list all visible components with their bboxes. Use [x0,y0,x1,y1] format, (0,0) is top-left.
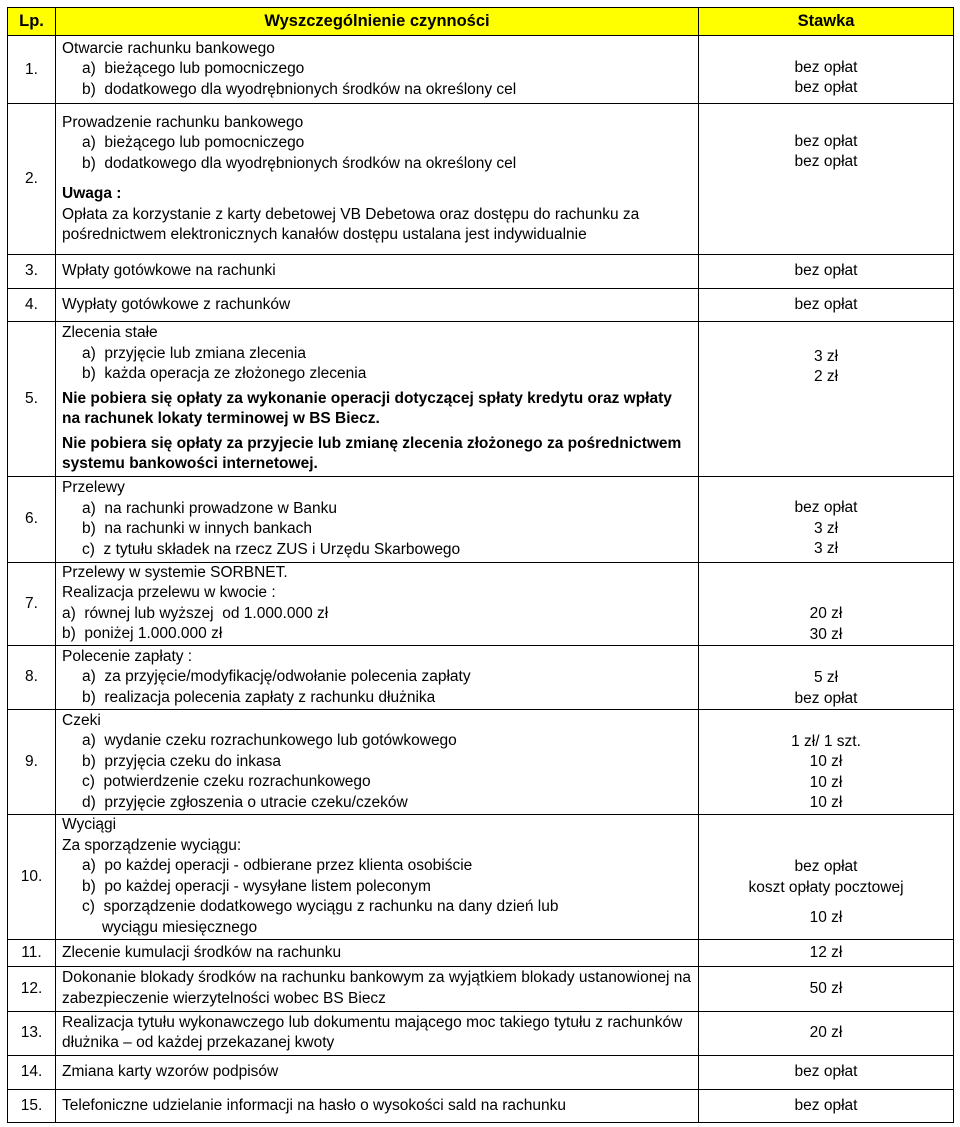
note-text: Nie pobiera się opłaty za przyjecie lub zmianę zlecenia złożonego za pośrednictwem systemu bankowości internetowej. [62,434,682,473]
row-title: Czeki [62,711,101,729]
rate-a: 20 zł [809,605,843,623]
item-c: c) z tytułu składek na rzecz ZUS i Urzędu Skarbowego [82,540,461,558]
rate-b: bez opłat [794,689,858,707]
item-b: b) realizacja polecenia zapłaty z rachunku dłużnika [82,688,436,706]
row-title: Otwarcie rachunku bankowego [62,39,275,57]
rate-a: bez opłat [794,132,858,150]
table-row [8,103,954,255]
header-rate: Stawka [699,8,954,36]
table-row [8,939,954,966]
item-a: a) bieżącego lub pomocniczego [82,134,305,151]
item-a: a) przyjęcie lub zmiana zlecenia [82,344,306,362]
row-number: 1. [8,36,56,104]
table-row [8,288,954,321]
header-lp: Lp. [8,8,56,36]
row-number: 9. [8,710,56,815]
table-row [8,814,954,939]
table-row [8,476,954,562]
row-title: Wpłaty gotówkowe na rachunki [56,255,699,288]
row-title: Realizacja tytułu wykonawczego lub dokumentu mającego moc takiego tytułu z rachunków dłużnika – od każdej przekazanej kwoty [56,1011,699,1055]
table-row [8,36,954,104]
rate-c: 10 zł [809,773,843,791]
rate-a: 3 zł [813,347,839,365]
rate-b: 10 zł [809,753,843,771]
row-number: 13. [8,1011,56,1055]
item-b: b) przyjęcia czeku do inkasa [82,752,282,770]
row-title: Zlecenia stałe [62,324,158,342]
rate-a: bez opłat [794,499,858,517]
row-rate [699,321,954,476]
row-subtitle: Za sporządzenie wyciągu: [62,836,242,854]
row-title: Wypłaty gotówkowe z rachunków [56,288,699,321]
note-text: Opłata za korzystanie z karty debetowej VB Debetowa oraz dostępu do rachunku za pośrednictwem elektronicznych kanałów dostępu ustalana jest indywidualnie [62,205,640,243]
rate-b: koszt opłaty pocztowej [748,878,904,896]
rate-a: bez opłat [794,58,858,76]
row-title: Przelewy w systemie SORBNET. [62,563,288,581]
row-description [56,562,699,646]
table-row [8,1056,954,1089]
row-rate: 12 zł [699,939,954,966]
item-c: c) potwierdzenie czeku rozrachunkowego [82,773,371,791]
rate-d: 10 zł [809,794,843,812]
table-row [8,1011,954,1055]
rate-c: 10 zł [809,909,843,927]
row-title: Wyciągi [62,816,117,834]
item-b: b) po każdej operacji - wysyłane listem poleconym [82,877,431,895]
rate-b: bez opłat [794,153,858,171]
row-title: Dokonanie blokady środków na rachunku bankowym za wyjątkiem blokady ustanowionej na zabezpieczenie wierzytelności wobec BS Biecz [56,967,699,1011]
item-b: b) dodatkowego dla wyodrębnionych środków na określony cel [82,80,517,98]
table-row [8,255,954,288]
header-description: Wyszczególnienie czynności [56,8,699,36]
row-title: Przelewy [62,479,125,497]
item-a: a) na rachunki prowadzone w Banku [82,499,338,517]
row-title: Prowadzenie rachunku bankowego [62,113,304,131]
row-rate [699,103,954,255]
row-rate [699,36,954,104]
item-a: a) bieżącego lub pomocniczego [82,60,305,78]
row-number: 14. [8,1056,56,1089]
row-description [56,814,699,939]
row-rate: bez opłat [699,255,954,288]
row-title: Telefoniczne udzielanie informacji na hasło o wysokości sald na rachunku [56,1089,699,1122]
item-a: a) za przyjęcie/modyfikację/odwołanie polecenia zapłaty [82,668,471,686]
rate-a: 1 zł/ 1 szt. [791,732,861,750]
rate-a: 5 zł [813,669,839,687]
row-number: 11. [8,939,56,966]
row-number: 15. [8,1089,56,1122]
row-number: 12. [8,967,56,1011]
row-number: 4. [8,288,56,321]
item-b: b) poniżej 1.000.000 zł [62,625,223,643]
header-row [8,8,954,36]
row-rate: bez opłat [699,288,954,321]
row-number: 3. [8,255,56,288]
table-row [8,967,954,1011]
row-rate [699,562,954,646]
row-description [56,646,699,710]
row-title: Polecenie zapłaty : [62,647,193,665]
rate-b: 3 zł [813,519,839,537]
rate-a: bez opłat [794,858,858,876]
table-row [8,710,954,815]
rate-c: 3 zł [813,540,839,558]
item-a: a) równej lub wyższej od 1.000.000 zł [62,604,329,622]
table-row [8,562,954,646]
item-c-continued: wyciągu miesięcznego [102,918,258,936]
rate-b: bez opłat [794,79,858,97]
row-rate [699,814,954,939]
note-text: Nie pobiera się opłaty za wykonanie operacji dotyczącej spłaty kredytu oraz wpłaty na rachunek lokaty terminowej w BS Biecz. [62,389,672,428]
table-row [8,1089,954,1122]
row-description [56,103,699,255]
item-a: a) wydanie czeku rozrachunkowego lub gotówkowego [82,732,457,750]
row-rate [699,710,954,815]
row-title: Zmiana karty wzorów podpisów [56,1056,699,1089]
row-description [56,710,699,815]
row-rate [699,476,954,562]
item-d: d) przyjęcie zgłoszenia o utracie czeku/czeków [82,793,408,811]
row-title: Zlecenie kumulacji środków na rachunku [56,939,699,966]
row-description [56,36,699,104]
row-rate: bez opłat [699,1089,954,1122]
row-number: 7. [8,562,56,646]
item-c: c) sporządzenie dodatkowego wyciągu z rachunku na dany dzień lub [82,898,559,916]
rate-b: 2 zł [813,368,839,386]
row-number: 8. [8,646,56,710]
row-rate [699,646,954,710]
table-row [8,646,954,710]
fee-table [7,7,954,1123]
row-number: 2. [8,103,56,255]
row-number: 6. [8,476,56,562]
row-description [56,321,699,476]
note-title: Uwaga : [62,185,122,202]
item-b: b) dodatkowego dla wyodrębnionych środków na określony cel [82,154,517,172]
item-a: a) po każdej operacji - odbierane przez klienta osobiście [82,857,473,875]
row-description [56,476,699,562]
row-number: 5. [8,321,56,476]
row-subtitle: Realizacja przelewu w kwocie : [62,584,276,602]
table-row [8,321,954,476]
row-rate: 50 zł [699,967,954,1011]
item-b: b) każda operacja ze złożonego zlecenia [82,365,367,383]
row-rate: bez opłat [699,1056,954,1089]
rate-b: 30 zł [809,625,843,643]
row-rate: 20 zł [699,1011,954,1055]
item-b: b) na rachunki w innych bankach [82,520,313,538]
row-number: 10. [8,814,56,939]
